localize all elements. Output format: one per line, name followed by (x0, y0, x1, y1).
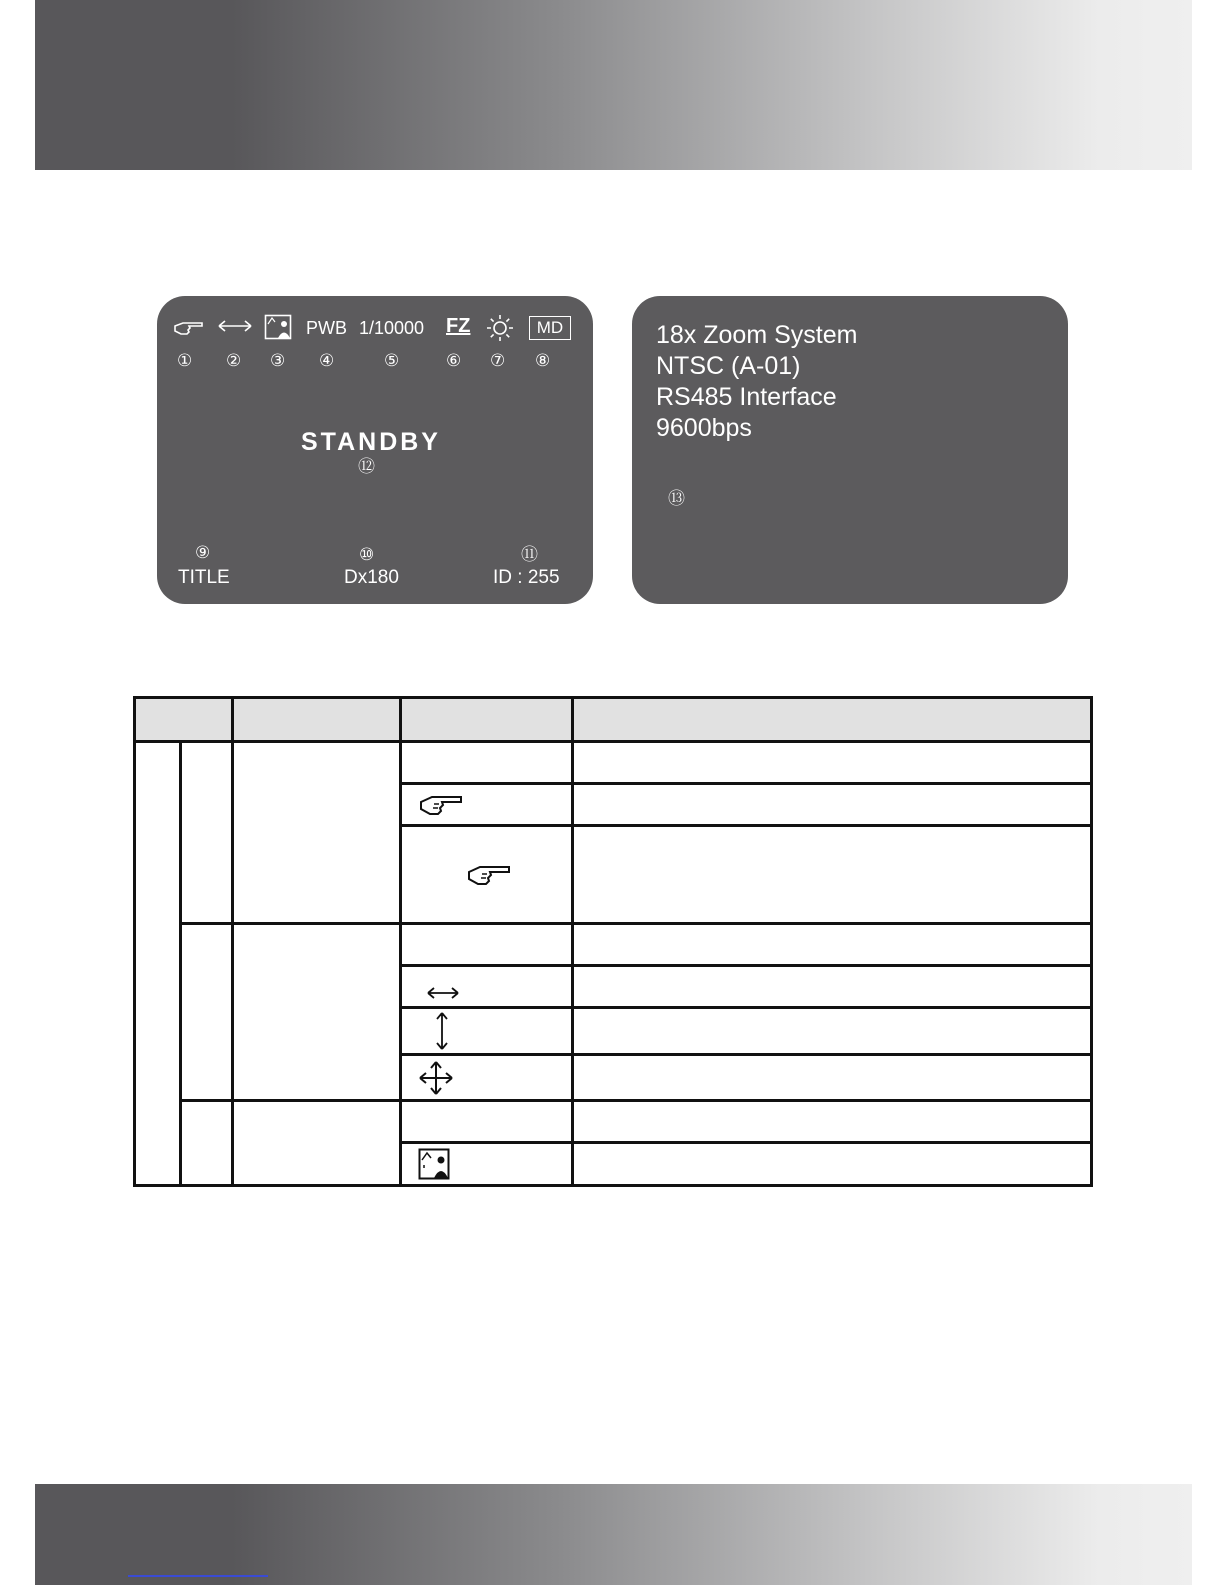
table-cell (573, 1008, 1092, 1055)
header-cell (135, 698, 233, 742)
backlight-icon (418, 1148, 450, 1180)
osd-screen (157, 296, 593, 604)
marker-7: ⑦ (490, 351, 506, 370)
marker-6: ⑥ (446, 351, 462, 370)
info-line-zoom: 18x Zoom System (656, 321, 858, 349)
table-cell (401, 966, 573, 1008)
table-cell (573, 742, 1092, 784)
white-balance-label: PWB (306, 318, 348, 338)
four-way-arrow-icon (418, 1060, 454, 1096)
info-line-interface: RS485 Interface (656, 383, 837, 411)
camera-id-label: ID : 255 (493, 567, 560, 588)
motion-detect-badge: MD (529, 316, 571, 340)
marker-3: ③ (270, 351, 286, 370)
fz-label: FZ (446, 315, 471, 337)
marker-5: ⑤ (384, 351, 400, 370)
table-cell (135, 742, 181, 1186)
table-row (135, 742, 1092, 784)
table-cell (573, 784, 1092, 826)
table-cell (401, 1101, 573, 1143)
info-line-video-format: NTSC (A-01) (656, 352, 801, 380)
marker-12: ⑫ (358, 457, 375, 476)
preset-hand-icon (173, 318, 205, 338)
table-cell (573, 826, 1092, 924)
marker-8: ⑧ (535, 351, 551, 370)
table-row (135, 1101, 1092, 1143)
table-cell (401, 826, 573, 924)
header-band (35, 0, 1192, 170)
direction-label: Dx180 (344, 567, 399, 588)
table-cell (401, 924, 573, 966)
pointing-hand-icon (418, 790, 464, 820)
marker-4: ④ (319, 351, 335, 370)
info-line-baud-rate: 9600bps (656, 414, 752, 442)
table-cell (573, 1143, 1092, 1186)
table-cell (233, 924, 401, 1101)
table-cell (401, 784, 573, 826)
horizontal-arrow-icon (217, 316, 253, 336)
marker-11: ⑪ (521, 545, 538, 564)
table-cell (573, 966, 1092, 1008)
table-cell (401, 742, 573, 784)
title-label: TITLE (178, 567, 230, 588)
table-row (135, 924, 1092, 966)
table-cell (401, 1008, 573, 1055)
header-cell (573, 698, 1092, 742)
table-cell (233, 742, 401, 924)
marker-1: ① (177, 351, 193, 370)
sun-icon (486, 314, 514, 342)
up-down-arrow-icon (433, 1011, 451, 1051)
marker-13: ⑬ (668, 489, 685, 508)
table-cell (573, 1055, 1092, 1101)
table-cell (401, 1143, 573, 1186)
shutter-speed-label: 1/10000 (359, 318, 425, 338)
marker-2: ② (226, 351, 242, 370)
table-cell (181, 1101, 233, 1186)
header-cell (401, 698, 573, 742)
table-cell (181, 742, 233, 924)
header-cell (233, 698, 401, 742)
table-header-row (135, 698, 1092, 742)
standby-status: STANDBY (301, 428, 441, 456)
footer-band (35, 1484, 1192, 1585)
system-info-screen (632, 296, 1068, 604)
left-right-arrow-icon (426, 984, 460, 1002)
pointing-hand-icon (466, 860, 512, 890)
table-cell (573, 1101, 1092, 1143)
table-cell (181, 924, 233, 1101)
table-cell (573, 924, 1092, 966)
backlight-icon (264, 314, 292, 340)
marker-10: ⑩ (359, 545, 375, 564)
osd-icon-table (133, 696, 1093, 1187)
table-cell (401, 1055, 573, 1101)
table-cell (233, 1101, 401, 1186)
marker-9: ⑨ (195, 543, 211, 562)
footer-link-underline[interactable] (128, 1575, 268, 1577)
